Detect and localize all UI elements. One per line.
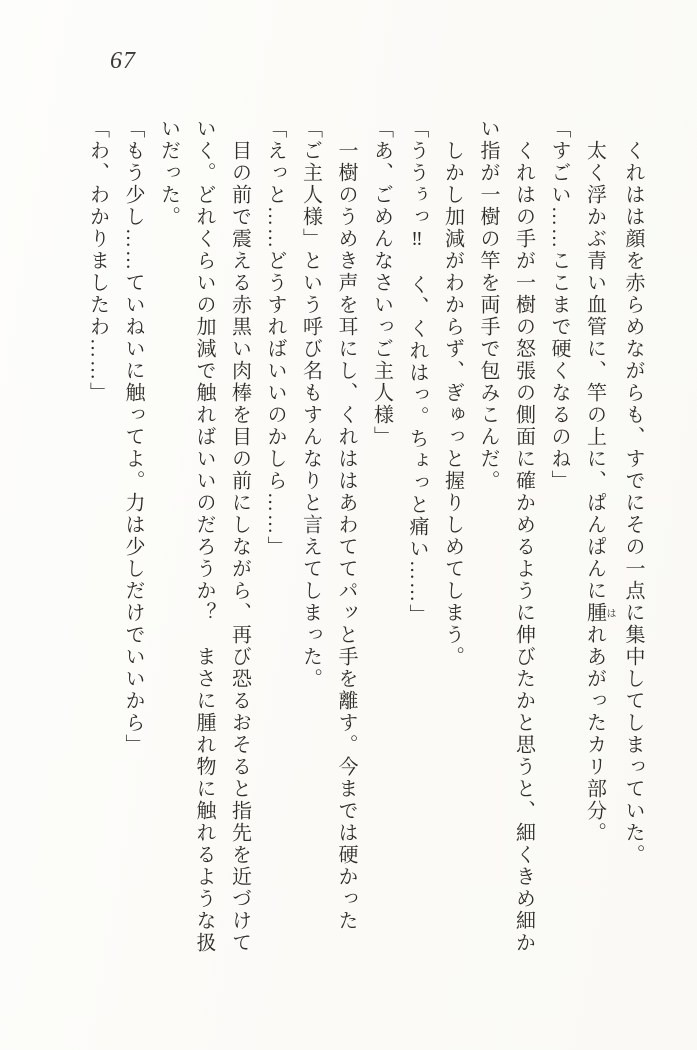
- page-number: 67: [110, 48, 136, 74]
- paragraph: 一樹のうめき声を耳にし、くれははあわててパッと手を離す。今までは硬かった「ご主人様」という呼び名もすんなりと言えてしまった。: [299, 118, 357, 932]
- paragraph: 「すごい……ここまで硬くなるのね」: [548, 118, 570, 492]
- paragraph: くれはの手が一樹の怒張の側面に確かめるように伸びたかと思うと、細くきめ細かい指が一樹の竿を両手で包みこんだ。: [477, 118, 535, 954]
- paragraph: くれはは顔を赤らめながらも、すでにその一点に集中してしまっていた。: [622, 140, 644, 866]
- paragraph: しかし加減がわからず、ぎゅっと握りしめてしまう。: [441, 140, 464, 668]
- paragraph: 「もう少し……ていねいに触ってよ。力は少しだけでいいから」: [122, 118, 144, 756]
- paragraph: 太く浮かぶ青い血管に、竿の上に、ぱんぱんに腫はれあがったカリ部分。: [583, 140, 615, 844]
- furigana-ruby: 腫は: [583, 602, 615, 624]
- paragraph: 「わ、わかりましたわ……」: [86, 118, 109, 404]
- paragraph: 「ううぅっ‼ く、くれはっ。ちょっと痛い……」: [406, 118, 428, 626]
- paragraph: 「えっと……どうすればいいのかしら……」: [264, 118, 286, 558]
- paragraph: 目の前で震える赤黒い肉棒を目の前にしながら、再び恐るおそると指先を近づけていく。どれくらいの加減で触ればいいのだろうか？ まさに腫れ物に触れるような扱いだった。: [157, 118, 251, 954]
- paragraph: 「あ、ごめんなさいっご主人様」: [370, 118, 393, 448]
- text-area: [82, 118, 650, 955]
